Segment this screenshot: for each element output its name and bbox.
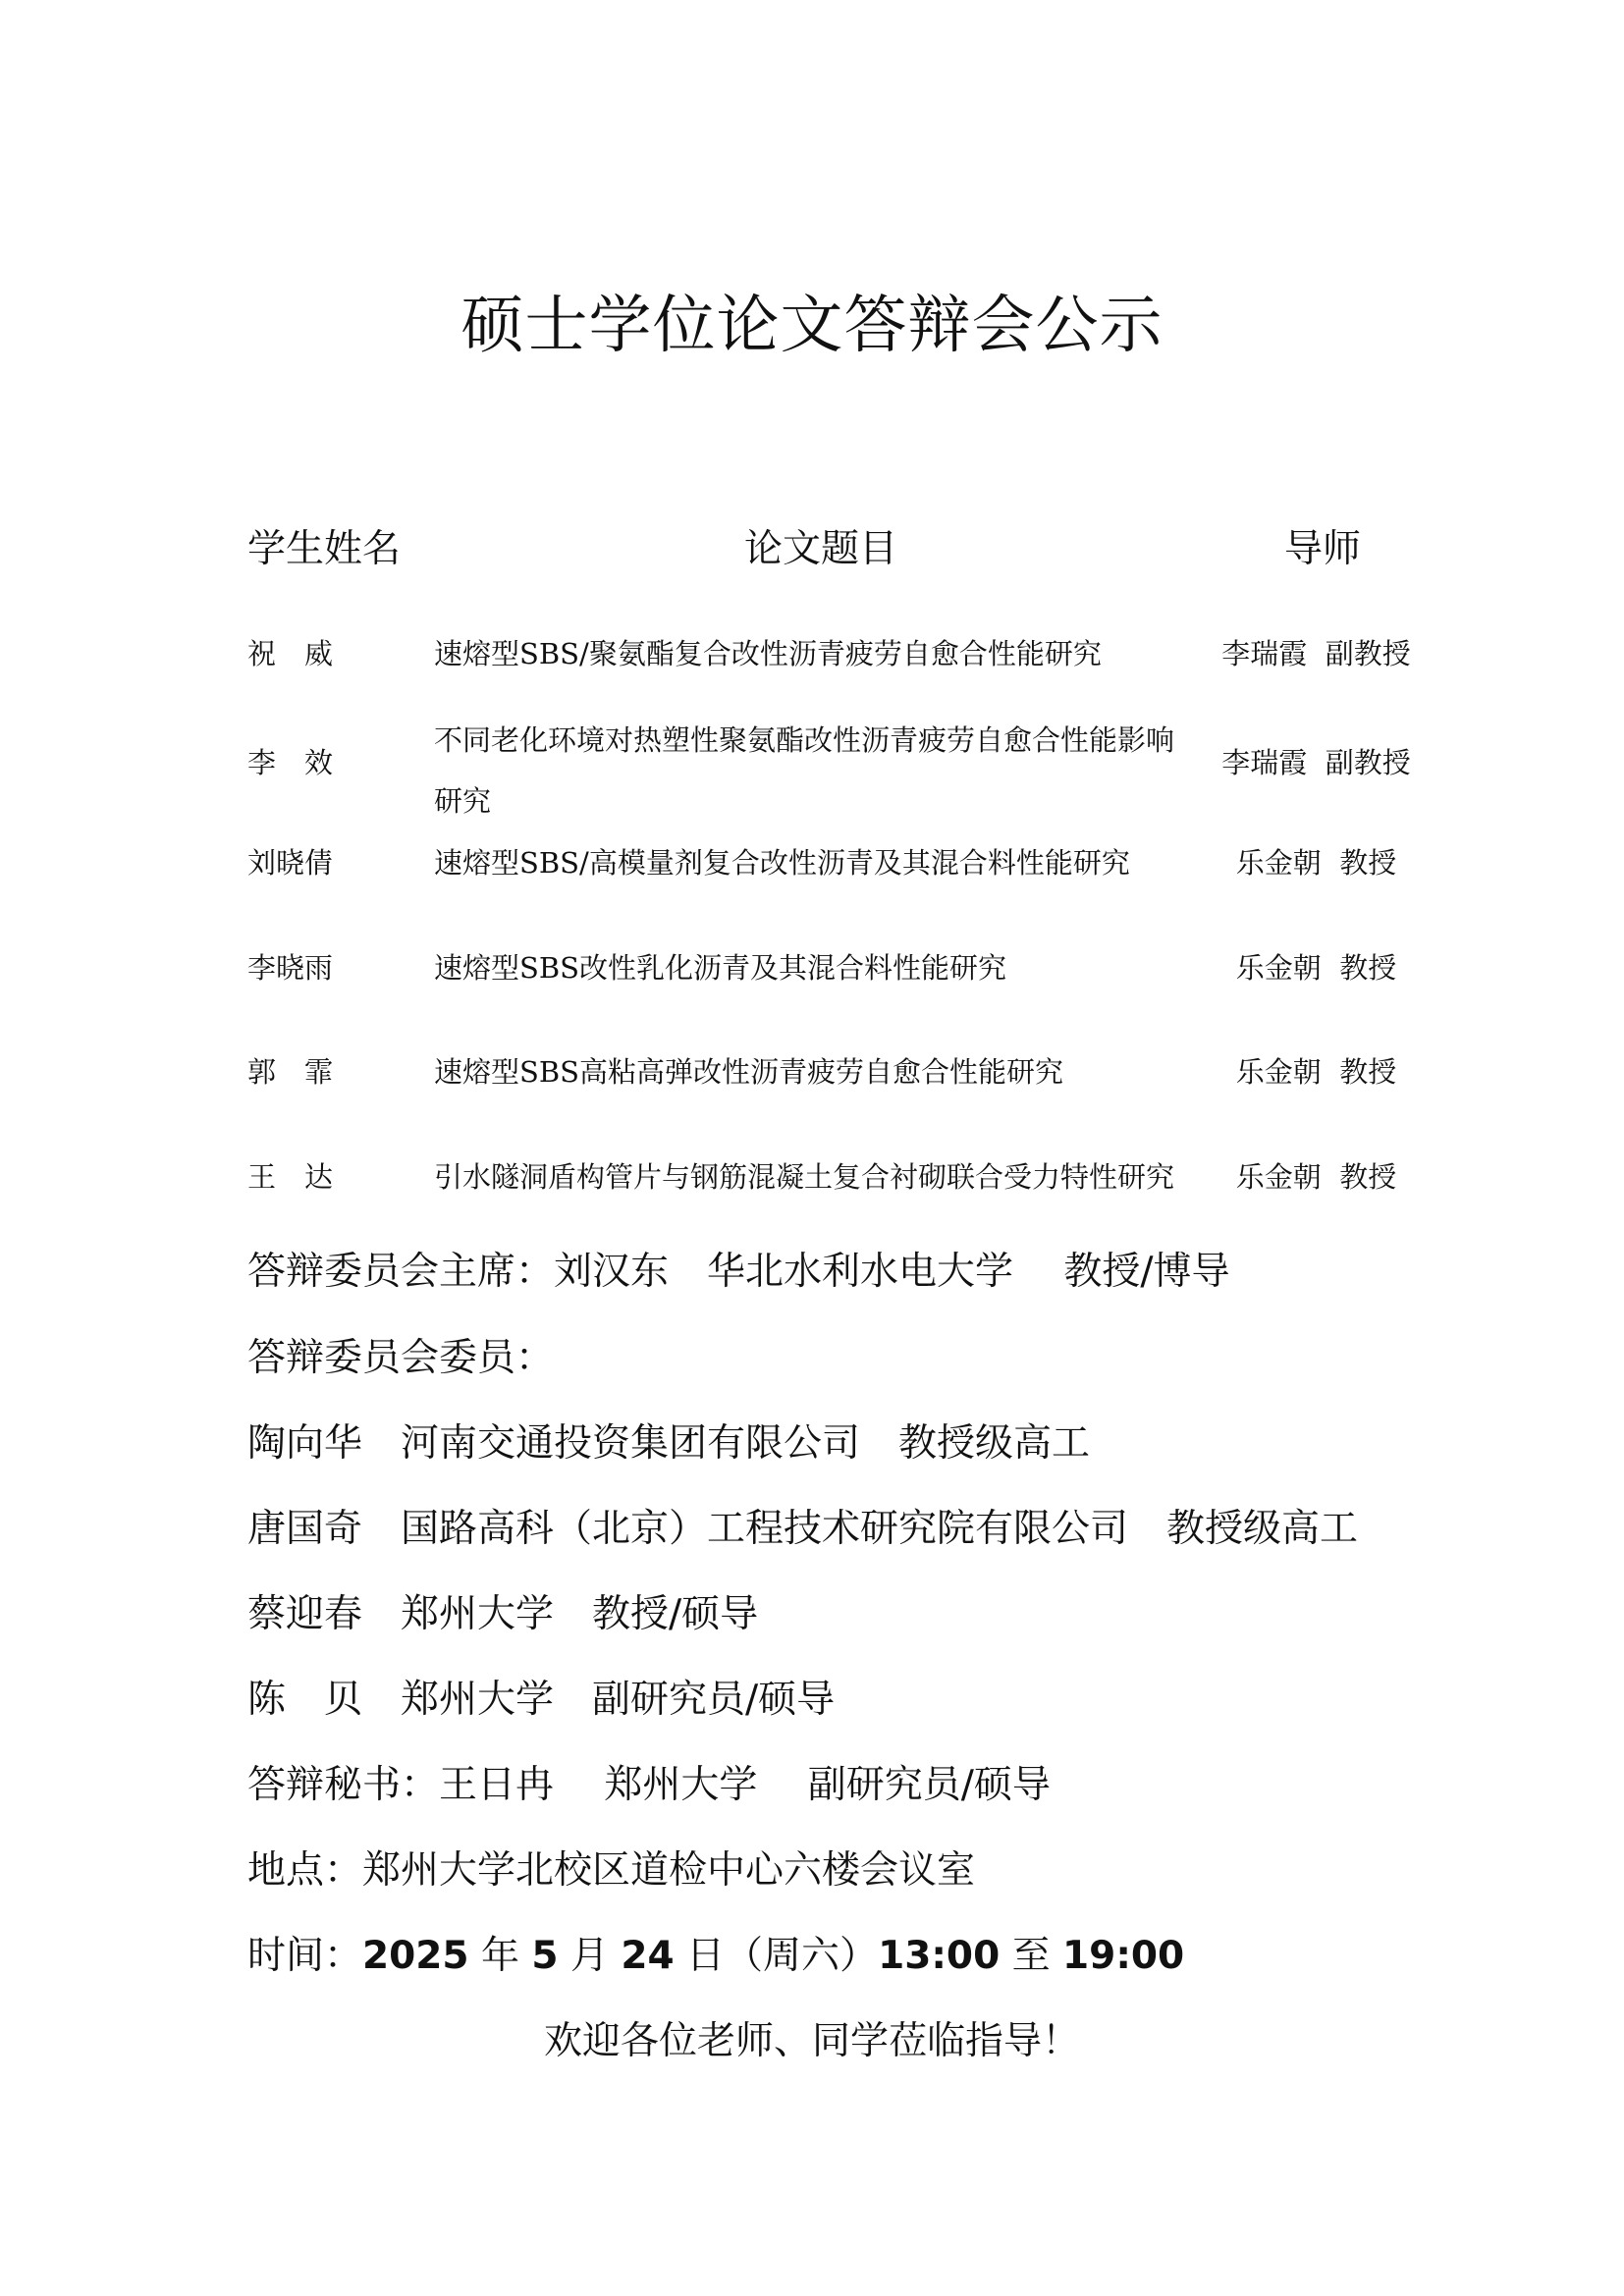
time-year: 2025: [362, 1934, 469, 1978]
defense-time: [247, 1927, 1184, 1986]
student-name: 刘晓倩: [247, 846, 334, 880]
time-end: 19:00: [1062, 1934, 1185, 1978]
student-name: 祝 威: [247, 637, 334, 670]
committee-member: 陈 贝 郑州大学 副研究员/硕导: [247, 1678, 836, 1722]
time-year-unit: 年: [480, 1934, 519, 1978]
committee-members-label: 答辩委员会委员：: [247, 1336, 555, 1380]
header-student-name: 学生姓名: [247, 527, 402, 571]
time-start: 13:00: [878, 1934, 1001, 1978]
header-thesis-title: 论文题目: [744, 527, 898, 571]
time-month-unit: 月: [569, 1934, 609, 1978]
time-day: 24: [621, 1934, 675, 1978]
student-name: 王 达: [247, 1160, 334, 1194]
thesis-title: 速熔型SBS改性乳化沥青及其混合料性能研究: [434, 951, 1007, 985]
time-to: 至: [1011, 1934, 1051, 1978]
time-label: 时间：: [247, 1934, 363, 1978]
thesis-title: 不同老化环境对热塑性聚氨酯改性沥青疲劳自愈合性能影响研究: [434, 723, 1175, 818]
committee-chair: 答辩委员会主席：刘汉东 华北水利水电大学 教授/博导: [247, 1250, 1230, 1294]
advisor-name: 李瑞霞 副教授: [1221, 746, 1411, 779]
thesis-title: 速熔型SBS/聚氨酯复合改性沥青疲劳自愈合性能研究: [434, 637, 1102, 670]
student-name: 李 效: [247, 746, 334, 779]
thesis-title: 引水隧洞盾构管片与钢筋混凝土复合衬砌联合受力特性研究: [434, 1160, 1175, 1194]
thesis-title: 速熔型SBS/高模量剂复合改性沥青及其混合料性能研究: [434, 846, 1130, 880]
advisor-name: 乐金朝 教授: [1235, 951, 1397, 985]
advisor-name: 李瑞霞 副教授: [1221, 637, 1411, 670]
defense-location: 地点：郑州大学北校区道检中心六楼会议室: [247, 1848, 976, 1893]
closing-message: 欢迎各位老师、同学莅临指导！: [543, 2019, 1080, 2063]
page-title: 硕士学位论文答辩会公示: [460, 290, 1164, 362]
advisor-name: 乐金朝 教授: [1235, 1055, 1397, 1089]
student-name: 李晓雨: [247, 951, 334, 985]
advisor-name: 乐金朝 教授: [1235, 846, 1397, 880]
thesis-title: 速熔型SBS高粘高弹改性沥青疲劳自愈合性能研究: [434, 1055, 1064, 1089]
committee-member: 蔡迎春 郑州大学 教授/硕导: [247, 1592, 759, 1636]
committee-member: 陶向华 河南交通投资集团有限公司 教授级高工: [247, 1421, 1091, 1466]
time-day-unit: 日（周六）: [686, 1934, 879, 1978]
committee-secretary: 答辩秘书：王日冉 郑州大学 副研究员/硕导: [247, 1763, 1051, 1807]
header-advisor: 导师: [1284, 527, 1362, 571]
time-month: 5: [531, 1934, 559, 1978]
student-name: 郭 霏: [247, 1055, 334, 1089]
committee-member: 唐国奇 国路高科（北京）工程技术研究院有限公司 教授级高工: [247, 1507, 1359, 1551]
advisor-name: 乐金朝 教授: [1235, 1160, 1397, 1194]
